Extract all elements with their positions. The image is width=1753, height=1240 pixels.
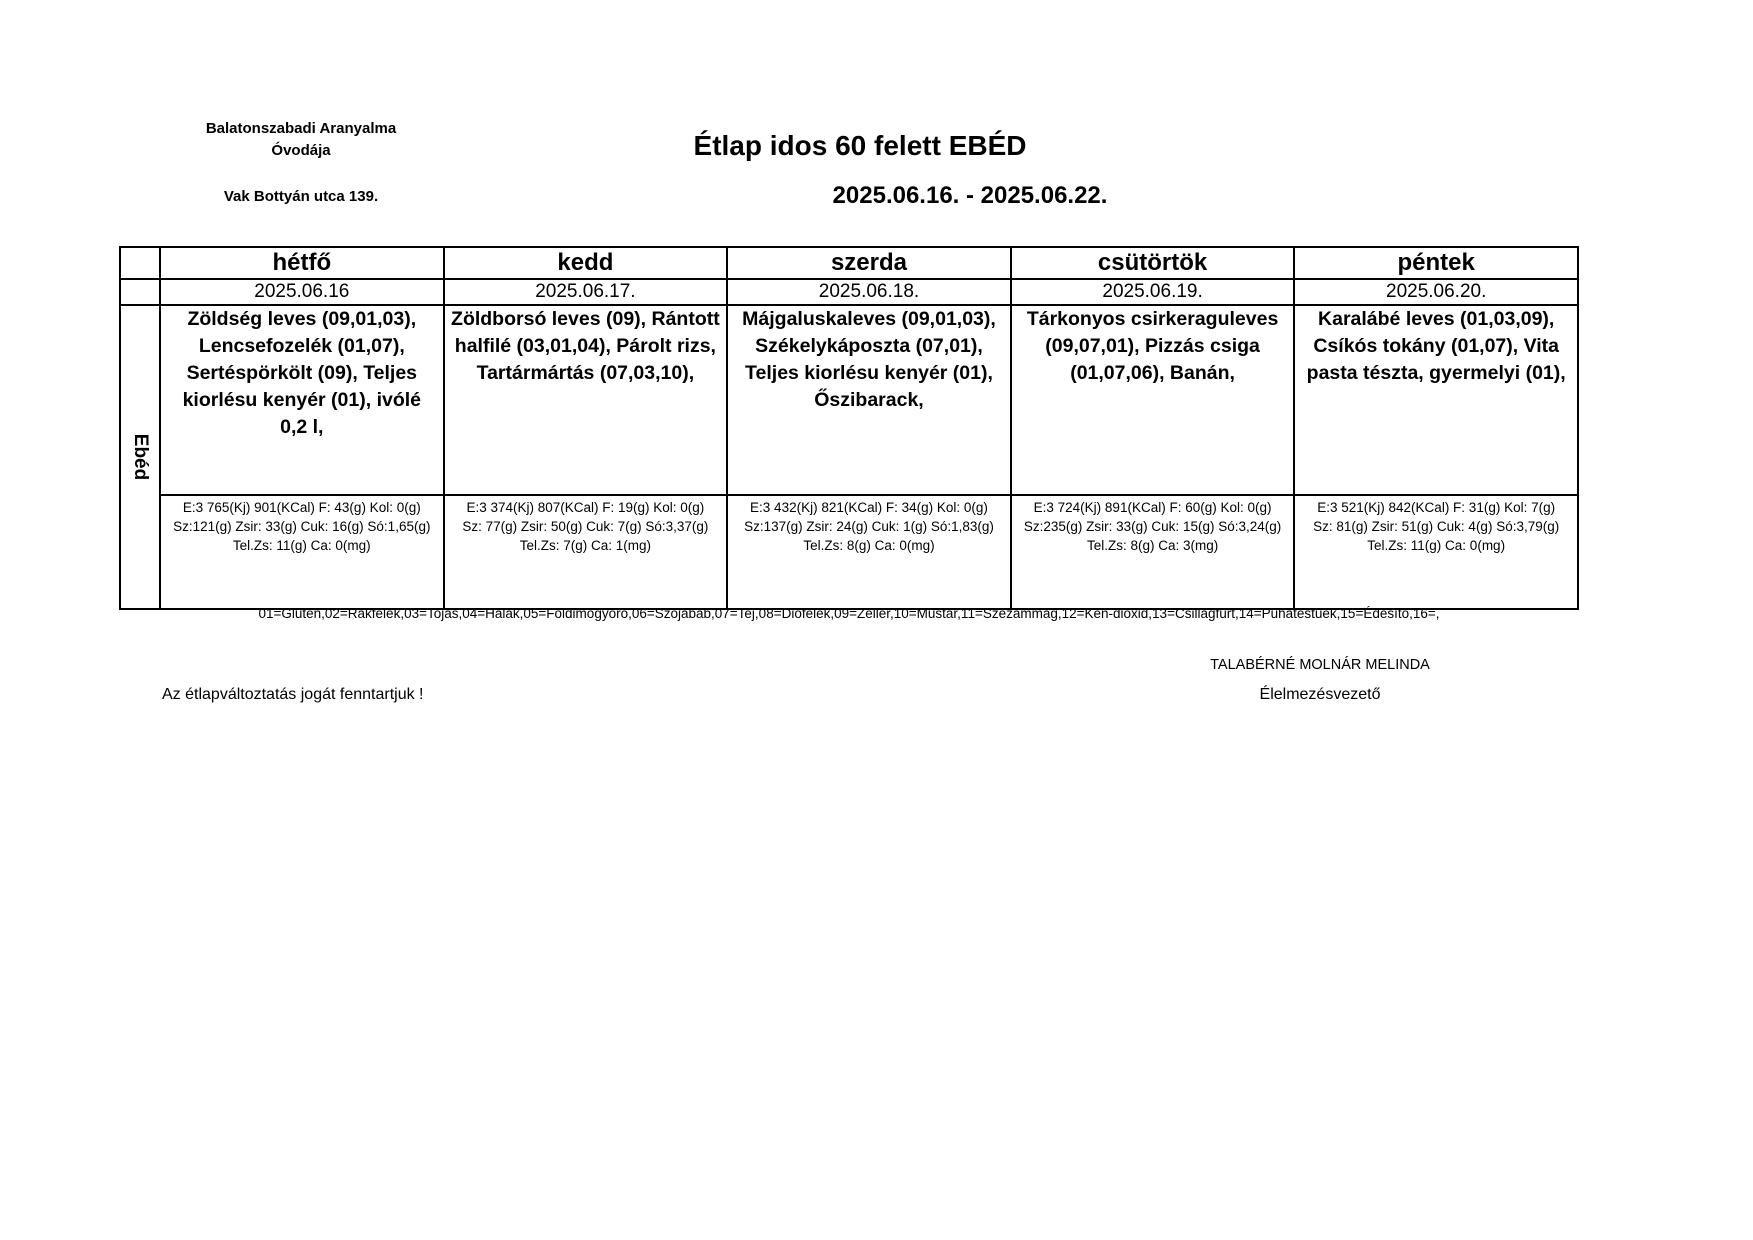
day-date-wed: 2025.06.18. [727,279,1011,305]
nutrition-line: Sz:121(g) Zsir: 33(g) Cuk: 16(g) Só:1,65(g) [173,519,431,534]
dishes-tue: Zöldborsó leves (09), Rántott halfilé (03,01,04), Párolt rizs, Tartármártás (07,03,10), [444,305,728,495]
day-name-mon: hétfő [160,247,444,279]
nutrition-line: Sz: 81(g) Zsir: 51(g) Cuk: 4(g) Só:3,79(g) [1313,519,1560,534]
institution-name [160,118,442,162]
meal-label-cell [120,305,160,609]
day-name-fri: péntek [1294,247,1578,279]
day-date-mon: 2025.06.16 [160,279,444,305]
nutrition-line: Tel.Zs: 7(g) Ca: 1(mg) [519,538,652,553]
date-range: 2025.06.16. - 2025.06.22. [832,182,1108,209]
institution-address: Vak Bottyán utca 139. [223,188,379,205]
nutrition-line: E:3 765(Kj) 901(KCal) F: 43(g) Kol: 0(g) [182,500,421,515]
nutrition-line: Tel.Zs: 8(g) Ca: 0(mg) [803,538,935,553]
day-date-thu: 2025.06.19. [1011,279,1295,305]
nutrition-line: Sz:137(g) Zsir: 24(g) Cuk: 1(g) Só:1,83(g) [744,519,994,534]
corner-cell [120,279,160,305]
nutrition-thu [1011,495,1295,609]
dishes-row [120,305,1578,495]
allergen-legend: 01=Glutén,02=Rákfélék,03=Tojás,04=Halak,05=Földimogyoró,06=Szójabab,07=Tej,08=Diófélék,09=Zeller,10=Mustár,11=Szezámmag,12=Kén-dioxid,13=Csillagfürt,14=Puhatestüek,15=Édesítő,16=, [258,606,1440,621]
nutrition-line: E:3 432(Kj) 821(KCal) F: 34(g) Kol: 0(g) [750,500,988,515]
nutrition-line: Tel.Zs: 11(g) Ca: 0(mg) [232,538,371,553]
nutrition-row [120,495,1578,609]
institution-name-line1: Balatonszabadi Aranyalma [205,120,397,137]
day-name-wed: szerda [727,247,1011,279]
day-date-fri: 2025.06.20. [1294,279,1578,305]
day-name-row [120,247,1578,279]
dishes-mon: Zöldség leves (09,01,03), Lencsefozelék (01,07), Sertéspörkölt (09), Teljes kiorlésu kenyér (01), ivólé 0,2 l, [160,305,444,495]
change-notice: Az étlapváltoztatás jogát fenntartjuk ! [162,686,424,703]
nutrition-line: E:3 374(Kj) 807(KCal) F: 19(g) Kol: 0(g) [466,500,705,515]
page-title: Étlap idos 60 felett EBÉD [693,130,1027,161]
signatory-role: Élelmezésvezető [1259,686,1381,703]
corner-cell [120,247,160,279]
day-name-tue: kedd [444,247,728,279]
meal-label: Ebéd [130,433,151,481]
nutrition-line: Sz: 77(g) Zsir: 50(g) Cuk: 7(g) Só:3,37(g) [462,519,709,534]
institution-name-line2: Óvodája [271,142,331,159]
day-date-tue: 2025.06.17. [444,279,728,305]
nutrition-tue [444,495,728,609]
nutrition-line: E:3 521(Kj) 842(KCal) F: 31(g) Kol: 7(g) [1317,500,1556,515]
dishes-thu: Tárkonyos csirkeraguleves (09,07,01), Pizzás csiga (01,07,06), Banán, [1011,305,1295,495]
nutrition-mon [160,495,444,609]
dishes-wed: Májgaluskaleves (09,01,03), Székelykáposzta (07,01), Teljes kiorlésu kenyér (01), Őszibarack, [727,305,1011,495]
nutrition-line: E:3 724(Kj) 891(KCal) F: 60(g) Kol: 0(g) [1033,500,1272,515]
day-name-thu: csütörtök [1011,247,1295,279]
nutrition-line: Sz:235(g) Zsir: 33(g) Cuk: 15(g) Só:3,24(g) [1023,519,1282,534]
dishes-fri: Karalábé leves (01,03,09), Csíkós tokány (01,07), Vita pasta tészta, gyermelyi (01), [1294,305,1578,495]
nutrition-line: Tel.Zs: 8(g) Ca: 3(mg) [1086,538,1219,553]
signatory-name: TALABÉRNÉ MOLNÁR MELINDA [1210,657,1430,673]
day-date-row [120,279,1578,305]
nutrition-fri [1294,495,1578,609]
menu-table [119,246,1579,610]
nutrition-wed [727,495,1011,609]
nutrition-line: Tel.Zs: 11(g) Ca: 0(mg) [1367,538,1506,553]
